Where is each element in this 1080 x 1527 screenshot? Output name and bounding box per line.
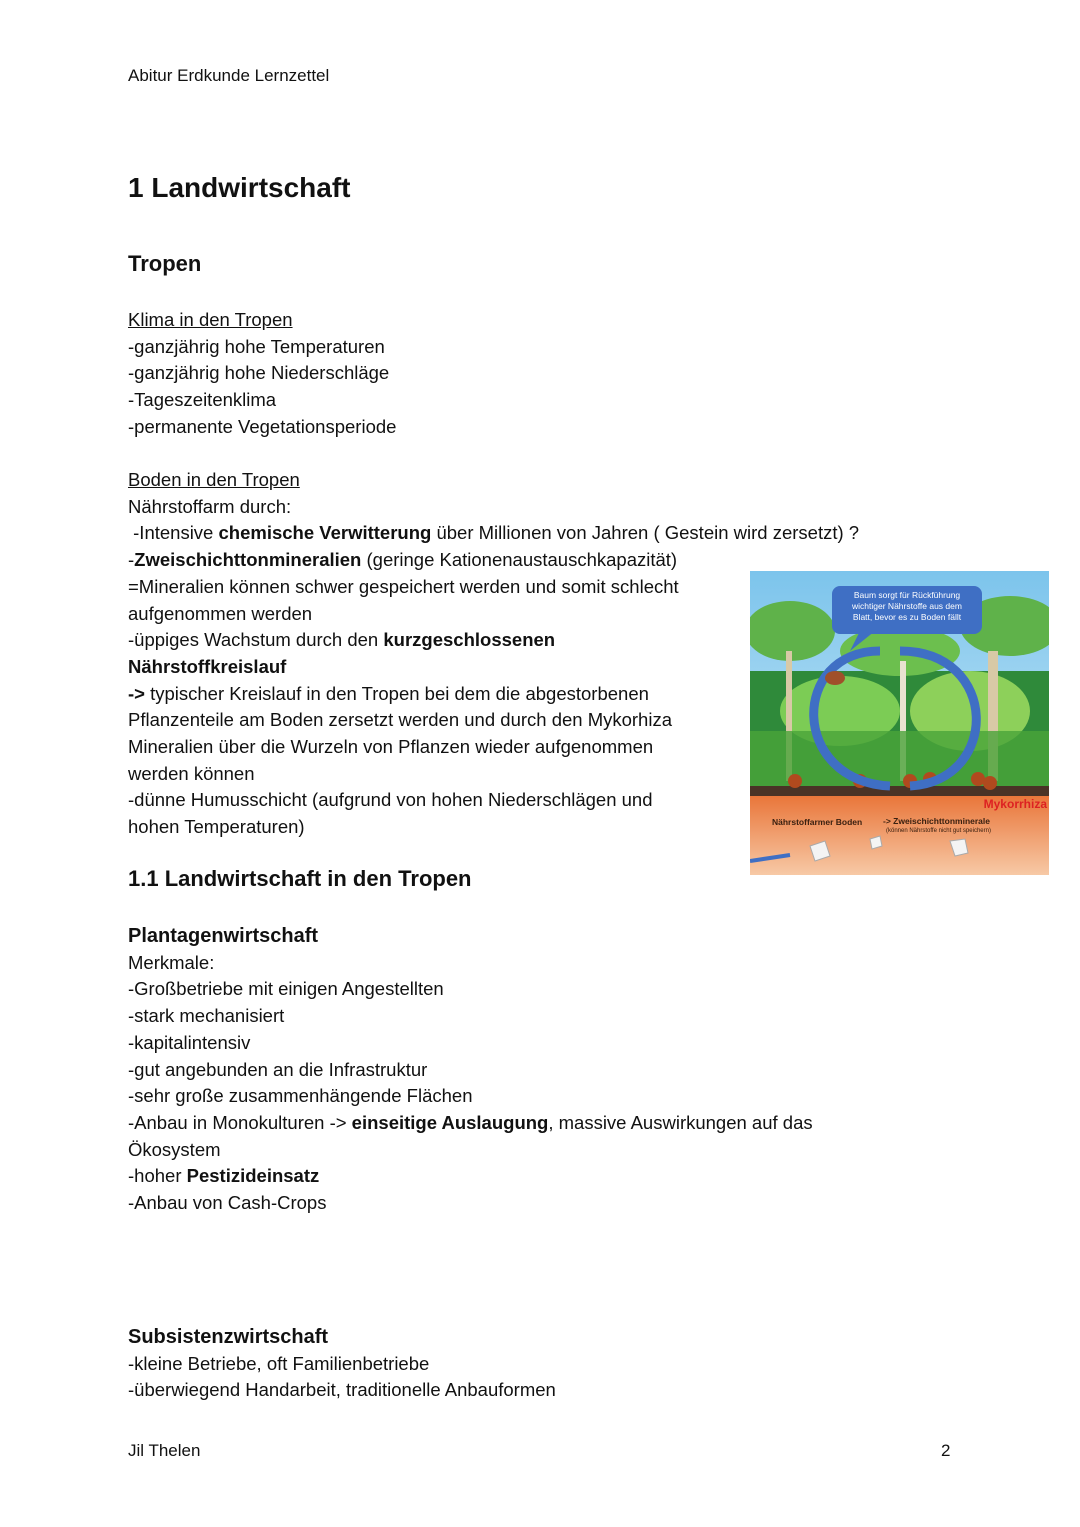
list-item	[128, 1110, 813, 1137]
text-line: Nährstoffarm durch:	[128, 495, 292, 517]
mineral-note: (können Nährstoffe nicht gut speichern)	[886, 828, 991, 834]
bold-text: chemische Verwitterung	[218, 522, 432, 544]
text-line: werden können	[128, 762, 255, 784]
subsistenz-title: Subsistenzwirtschaft	[128, 1326, 329, 1348]
list-item: -Tageszeitenklima	[128, 389, 277, 411]
text: (geringe Kationenaustauschkapazität)	[361, 549, 678, 571]
text-line: Pflanzenteile am Boden zersetzt werden und durch den Mykorhiza	[128, 709, 672, 731]
page-header: Abitur Erdkunde Lernzettel	[128, 66, 330, 85]
bubble-text: Baum sorgt für Rückführung	[853, 590, 961, 600]
bold-text: Pestizideinsatz	[186, 1165, 320, 1187]
text: über Millionen von Jahren ( Gestein wird zersetzt) ?	[431, 522, 860, 544]
list-item: -kleine Betriebe, oft Familienbetriebe	[128, 1352, 430, 1374]
mineral-label: -> Zweischichttonminerale	[883, 816, 990, 826]
list-item: -ganzjährig hohe Niederschläge	[128, 362, 390, 384]
bold-text: Nährstoffkreislauf	[128, 655, 287, 677]
text: typischer Kreislauf in den Tropen bei dem die abgestorbenen	[144, 682, 649, 704]
mykorrhiza-label: Mykorrhiza	[983, 797, 1047, 811]
list-item: -Anbau von Cash-Crops	[128, 1192, 327, 1214]
klima-section	[128, 307, 396, 441]
text-line: Ökosystem	[128, 1138, 221, 1160]
list-item: -sehr große zusammenhängende Flächen	[128, 1085, 473, 1107]
plantage-section	[128, 923, 813, 1217]
text-line: hohen Temperaturen)	[128, 816, 305, 838]
list-item: -permanente Vegetationsperiode	[128, 415, 397, 437]
list-item: -kapitalintensiv	[128, 1031, 251, 1053]
klima-title: Klima in den Tropen	[128, 309, 293, 330]
bold-text: Zweischichttonmineralien	[134, 549, 362, 571]
text-line: =Mineralien können schwer gespeichert werden und somit schlecht	[128, 575, 679, 597]
list-item: -Großbetriebe mit einigen Angestellten	[128, 978, 444, 1000]
bubble-text: Blatt, bevor es zu Boden fällt	[852, 612, 962, 622]
text: -üppiges Wachstum durch den	[128, 629, 384, 651]
nutrient-cycle-illustration	[750, 571, 1049, 875]
list-item: -stark mechanisiert	[128, 1005, 285, 1027]
text-line: Mineralien über die Wurzeln von Pflanzen wieder aufgenommen	[128, 736, 654, 758]
heading-landwirtschaft-tropen: 1.1 Landwirtschaft in den Tropen	[128, 866, 472, 891]
text: , massive Auswirkungen auf das	[548, 1111, 813, 1133]
heading-landwirtschaft: 1 Landwirtschaft	[128, 172, 351, 203]
page-number: 2	[941, 1441, 951, 1460]
text: -hoher	[128, 1165, 187, 1187]
list-item: -ganzjährig hohe Temperaturen	[128, 335, 385, 357]
heading-tropen: Tropen	[128, 251, 202, 276]
text: -	[128, 549, 135, 571]
list-item	[128, 1163, 813, 1190]
bold-text: ->	[128, 682, 145, 704]
list-item: -gut angebunden an die Infrastruktur	[128, 1058, 428, 1080]
text: -Intensive	[128, 522, 219, 544]
bold-text: einseitige Auslaugung	[351, 1111, 549, 1133]
text-line: aufgenommen werden	[128, 602, 313, 624]
list-item: -überwiegend Handarbeit, traditionelle Anbauformen	[128, 1379, 556, 1401]
text-line	[128, 520, 859, 547]
text-line: -dünne Humusschicht (aufgrund von hohen Niederschlägen und	[128, 789, 653, 811]
plantage-title: Plantagenwirtschaft	[128, 925, 319, 947]
subsistenz-section	[128, 1324, 556, 1404]
text-line	[128, 547, 859, 574]
bold-text: kurzgeschlossenen	[383, 629, 556, 651]
boden-title: Boden in den Tropen	[128, 469, 300, 490]
footer-author: Jil Thelen	[128, 1441, 201, 1460]
text: -Anbau in Monokulturen ->	[128, 1111, 352, 1133]
soil-label: Nährstoffarmer Boden	[772, 817, 863, 827]
bubble-text: wichtiger Nährstoffe aus dem	[852, 601, 962, 611]
text-line: Merkmale:	[128, 951, 215, 973]
